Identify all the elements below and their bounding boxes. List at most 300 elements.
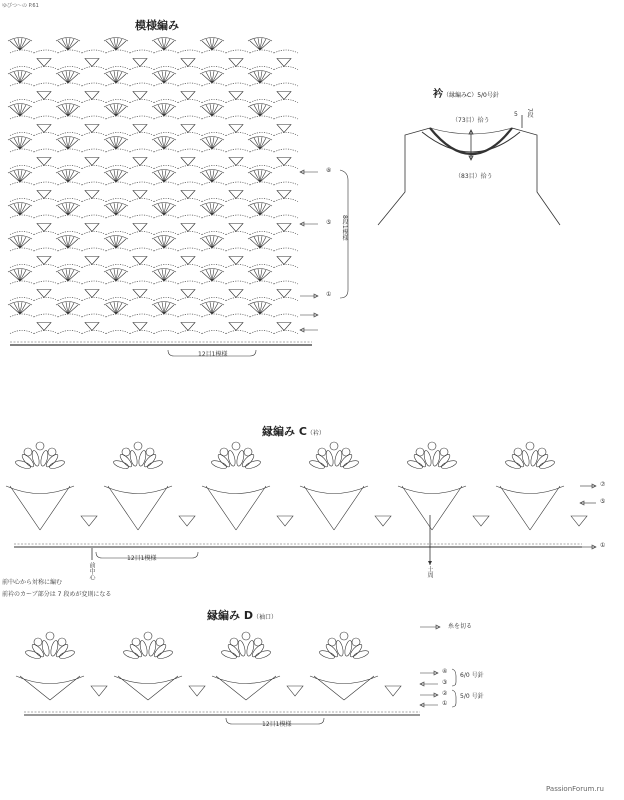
- edging-c-petal-mark: [40, 450, 50, 467]
- fan-stitch-mark: [248, 104, 272, 117]
- chain-arc-mark: [226, 331, 250, 334]
- edging-c-petal-mark: [521, 450, 531, 467]
- edging-d-fan-mark: [310, 676, 378, 700]
- chain-arc-mark: [34, 100, 58, 103]
- chain-arc-mark: [130, 50, 154, 53]
- chain-arc-mark: [82, 182, 106, 185]
- chain-arc-mark: [34, 67, 58, 70]
- edging-d-needle-label: 6/0 号針: [460, 672, 484, 679]
- edging-c-petal-mark: [31, 450, 41, 467]
- chain-arc-mark: [130, 331, 154, 334]
- chain-arc-mark: [250, 314, 274, 317]
- chain-arc-mark: [130, 232, 154, 235]
- chain-arc-mark: [250, 83, 274, 86]
- vee-stitch-mark: [229, 59, 243, 67]
- chain-arc-mark: [34, 116, 58, 119]
- fan-stitch-mark: [56, 104, 80, 117]
- chain-arc-mark: [178, 100, 202, 103]
- fan-stitch-mark: [56, 302, 80, 315]
- collar-title: 衿（縁編みC）5/0号針: [433, 89, 499, 100]
- chain-arc-mark: [34, 166, 58, 169]
- chain-arc-mark: [130, 67, 154, 70]
- fan-stitch-mark: [56, 236, 80, 249]
- vee-stitch-mark: [133, 191, 147, 199]
- edging-d-petal-mark: [352, 649, 369, 660]
- vee-stitch-mark: [229, 323, 243, 331]
- edging-c-ring-label: 土周: [426, 566, 433, 578]
- vee-stitch-mark: [229, 257, 243, 265]
- edging-c-petal-mark: [530, 450, 540, 467]
- chain-arc-mark: [34, 331, 58, 334]
- fan-stitch-mark: [248, 38, 272, 51]
- chain-arc-mark: [178, 215, 202, 218]
- fan-stitch-mark: [152, 236, 176, 249]
- chain-arc-mark: [202, 199, 226, 202]
- chain-arc-mark: [58, 67, 82, 70]
- chain-arc-mark: [10, 83, 34, 86]
- chain-arc-mark: [274, 100, 298, 103]
- vee-stitch-mark: [181, 323, 195, 331]
- chain-arc-mark: [154, 182, 178, 185]
- fan-stitch-mark: [104, 203, 128, 216]
- edging-c-petal-mark: [211, 459, 228, 470]
- chain-arc-mark: [202, 100, 226, 103]
- chain-arc-mark: [226, 50, 250, 53]
- chain-arc-mark: [202, 83, 226, 86]
- fan-stitch-mark: [200, 71, 224, 84]
- chain-arc-mark: [106, 215, 130, 218]
- vee-stitch-mark: [277, 323, 291, 331]
- edging-c-vee-mark: [81, 516, 97, 526]
- chain-arc-mark: [154, 199, 178, 202]
- chain-arc-mark: [34, 232, 58, 235]
- chain-arc-mark: [58, 100, 82, 103]
- chain-arc-mark: [82, 199, 106, 202]
- chain-arc-mark: [154, 314, 178, 317]
- chain-arc-mark: [202, 215, 226, 218]
- chain-arc-mark: [10, 166, 34, 169]
- chain-arc-mark: [34, 265, 58, 268]
- edging-d-picot-mark: [340, 632, 348, 640]
- chain-arc-mark: [82, 67, 106, 70]
- edging-d-cut-label: 糸を切る: [448, 623, 473, 630]
- chain-arc-mark: [82, 248, 106, 251]
- vee-stitch-mark: [229, 92, 243, 100]
- edging-c-petal-mark: [138, 450, 148, 467]
- chain-arc-mark: [82, 50, 106, 53]
- edging-d-vee-mark: [287, 686, 303, 696]
- fan-stitch-mark: [56, 38, 80, 51]
- vee-stitch-mark: [133, 224, 147, 232]
- chain-arc-mark: [10, 232, 34, 235]
- chain-arc-mark: [58, 149, 82, 152]
- chain-arc-mark: [58, 314, 82, 317]
- chain-arc-mark: [202, 232, 226, 235]
- vee-stitch-mark: [85, 224, 99, 232]
- fan-stitch-mark: [152, 104, 176, 117]
- edging-d-petal-mark: [156, 649, 173, 660]
- vee-stitch-mark: [85, 158, 99, 166]
- chain-arc-mark: [130, 116, 154, 119]
- edging-c-vee-mark: [375, 516, 391, 526]
- chain-arc-mark: [154, 116, 178, 119]
- chain-arc-mark: [178, 116, 202, 119]
- fan-stitch-mark: [152, 38, 176, 51]
- chain-arc-mark: [154, 50, 178, 53]
- vee-stitch-mark: [181, 59, 195, 67]
- chain-arc-mark: [202, 116, 226, 119]
- chain-arc-mark: [106, 182, 130, 185]
- chain-arc-mark: [106, 199, 130, 202]
- edging-c-row-marker: ⑦: [600, 481, 606, 488]
- chain-arc-mark: [34, 133, 58, 136]
- edging-c-petal-mark: [505, 459, 522, 470]
- chain-arc-mark: [154, 281, 178, 284]
- edging-c-petal-mark: [407, 459, 424, 470]
- chain-arc-mark: [10, 248, 34, 251]
- vee-stitch-mark: [277, 224, 291, 232]
- chain-arc-mark: [58, 182, 82, 185]
- vee-stitch-mark: [85, 125, 99, 133]
- chain-arc-mark: [82, 281, 106, 284]
- edging-d-petal-mark: [344, 640, 354, 657]
- chain-arc-mark: [274, 67, 298, 70]
- fan-stitch-mark: [56, 170, 80, 183]
- chain-arc-mark: [130, 265, 154, 268]
- chain-arc-mark: [130, 298, 154, 301]
- fan-stitch-mark: [8, 269, 32, 282]
- edging-c-note: 前中心から対称に編む: [2, 579, 63, 586]
- chain-arc-mark: [34, 199, 58, 202]
- vee-stitch-mark: [85, 323, 99, 331]
- chain-arc-mark: [154, 215, 178, 218]
- edging-d-title: 縁編み D（袖口）: [207, 609, 277, 622]
- chain-arc-mark: [82, 298, 106, 301]
- edging-c-picot-mark: [330, 442, 338, 450]
- fan-stitch-mark: [200, 302, 224, 315]
- chain-arc-mark: [58, 133, 82, 136]
- chain-arc-mark: [250, 232, 274, 235]
- edging-c-vee-mark: [473, 516, 489, 526]
- vee-stitch-mark: [37, 257, 51, 265]
- chain-arc-mark: [274, 83, 298, 86]
- fan-stitch-mark: [56, 71, 80, 84]
- chain-arc-mark: [130, 314, 154, 317]
- edging-d-petal-mark: [319, 649, 336, 660]
- chain-arc-mark: [34, 50, 58, 53]
- collar-bottom-label: （83目）拾う: [455, 173, 493, 180]
- edging-c-vee-mark: [179, 516, 195, 526]
- watermark: PassionForum.ru: [546, 785, 604, 793]
- vee-stitch-mark: [133, 158, 147, 166]
- chain-arc-mark: [250, 133, 274, 136]
- pattern-row-repeat-label: 8段1模様: [341, 215, 348, 241]
- vee-stitch-mark: [277, 158, 291, 166]
- chain-arc-mark: [58, 215, 82, 218]
- chain-arc-mark: [178, 232, 202, 235]
- chain-arc-mark: [250, 67, 274, 70]
- edging-d-petal-mark: [237, 640, 247, 657]
- chain-arc-mark: [250, 298, 274, 301]
- fan-stitch-mark: [200, 236, 224, 249]
- fan-stitch-mark: [248, 269, 272, 282]
- pattern-row-marker: ①: [326, 291, 332, 298]
- chain-arc-mark: [226, 199, 250, 202]
- chain-arc-mark: [250, 265, 274, 268]
- chain-arc-mark: [154, 298, 178, 301]
- fan-stitch-mark: [152, 71, 176, 84]
- chain-arc-mark: [130, 83, 154, 86]
- edging-d-petal-mark: [41, 640, 51, 657]
- chain-arc-mark: [226, 281, 250, 284]
- fan-stitch-mark: [200, 137, 224, 150]
- chain-arc-mark: [250, 281, 274, 284]
- chain-arc-mark: [154, 133, 178, 136]
- chain-arc-mark: [10, 281, 34, 284]
- fan-stitch-mark: [8, 302, 32, 315]
- vee-stitch-mark: [229, 125, 243, 133]
- fan-stitch-mark: [8, 236, 32, 249]
- vee-stitch-mark: [37, 158, 51, 166]
- chain-arc-mark: [178, 149, 202, 152]
- chain-arc-mark: [106, 149, 130, 152]
- chain-arc-mark: [82, 100, 106, 103]
- chain-arc-mark: [82, 232, 106, 235]
- chain-arc-mark: [10, 133, 34, 136]
- edging-c-petal-mark: [236, 450, 246, 467]
- pattern-row-marker: ⑤: [326, 219, 332, 226]
- edging-d-row-marker: ①: [442, 700, 448, 707]
- chain-arc-mark: [106, 298, 130, 301]
- edging-c-fan-mark: [104, 486, 172, 530]
- edging-c-petal-mark: [432, 450, 442, 467]
- edging-c-petal-mark: [342, 459, 359, 470]
- chain-arc-mark: [154, 265, 178, 268]
- fan-stitch-mark: [248, 137, 272, 150]
- chain-arc-mark: [202, 67, 226, 70]
- chain-arc-mark: [106, 100, 130, 103]
- vee-stitch-mark: [133, 59, 147, 67]
- chain-arc-mark: [154, 100, 178, 103]
- chain-arc-mark: [250, 50, 274, 53]
- edging-c-fan-mark: [398, 486, 466, 530]
- chain-arc-mark: [10, 149, 34, 152]
- chain-arc-mark: [10, 298, 34, 301]
- chain-arc-mark: [178, 67, 202, 70]
- chain-arc-mark: [82, 83, 106, 86]
- vee-stitch-mark: [181, 158, 195, 166]
- chain-arc-mark: [82, 331, 106, 334]
- vee-stitch-mark: [229, 158, 243, 166]
- chain-arc-mark: [274, 232, 298, 235]
- chain-arc-mark: [34, 298, 58, 301]
- fan-stitch-mark: [248, 236, 272, 249]
- edging-c-picot-mark: [428, 442, 436, 450]
- fan-stitch-mark: [104, 71, 128, 84]
- chain-arc-mark: [274, 331, 298, 334]
- pattern-title: 模様編み: [135, 19, 179, 32]
- vee-stitch-mark: [37, 323, 51, 331]
- chain-arc-mark: [226, 298, 250, 301]
- chain-arc-mark: [274, 281, 298, 284]
- fan-stitch-mark: [104, 269, 128, 282]
- chain-arc-mark: [250, 215, 274, 218]
- chain-arc-mark: [250, 199, 274, 202]
- fan-stitch-mark: [8, 170, 32, 183]
- chain-arc-mark: [274, 298, 298, 301]
- vee-stitch-mark: [181, 224, 195, 232]
- fan-stitch-mark: [8, 203, 32, 216]
- chain-arc-mark: [202, 149, 226, 152]
- chain-arc-mark: [34, 281, 58, 284]
- vee-stitch-mark: [85, 59, 99, 67]
- vee-stitch-mark: [181, 125, 195, 133]
- chain-arc-mark: [82, 215, 106, 218]
- edging-d-picot-mark: [46, 632, 54, 640]
- chain-arc-mark: [106, 232, 130, 235]
- chain-arc-mark: [130, 133, 154, 136]
- vee-stitch-mark: [181, 290, 195, 298]
- edging-c-fan-mark: [6, 486, 74, 530]
- chain-arc-mark: [274, 116, 298, 119]
- fan-stitch-mark: [152, 137, 176, 150]
- edging-c-vee-mark: [571, 516, 587, 526]
- edging-d-picot-mark: [242, 632, 250, 640]
- fan-stitch-mark: [104, 170, 128, 183]
- chain-arc-mark: [82, 149, 106, 152]
- fan-stitch-mark: [200, 38, 224, 51]
- chain-arc-mark: [274, 215, 298, 218]
- chain-arc-mark: [130, 248, 154, 251]
- fan-stitch-mark: [104, 137, 128, 150]
- chain-arc-mark: [250, 182, 274, 185]
- fan-stitch-mark: [8, 104, 32, 117]
- fan-stitch-mark: [56, 203, 80, 216]
- vee-stitch-mark: [133, 92, 147, 100]
- edging-c-petal-mark: [15, 459, 32, 470]
- pattern-repeat-label: 12目1模様: [198, 351, 228, 358]
- chain-arc-mark: [106, 248, 130, 251]
- edging-d-row-marker: ③: [442, 679, 448, 686]
- chain-arc-mark: [226, 67, 250, 70]
- chain-arc-mark: [58, 50, 82, 53]
- edging-d-petal-mark: [221, 649, 238, 660]
- edging-c-petal-mark: [423, 450, 433, 467]
- chain-arc-mark: [178, 182, 202, 185]
- vee-stitch-mark: [85, 290, 99, 298]
- fan-stitch-mark: [104, 104, 128, 117]
- vee-stitch-mark: [133, 257, 147, 265]
- fan-stitch-mark: [104, 302, 128, 315]
- edging-d-vee-mark: [385, 686, 401, 696]
- edging-d-fan-mark: [114, 676, 182, 700]
- chain-arc-mark: [226, 265, 250, 268]
- chain-arc-mark: [154, 149, 178, 152]
- chain-arc-mark: [10, 331, 34, 334]
- chain-arc-mark: [34, 215, 58, 218]
- chain-arc-mark: [178, 331, 202, 334]
- chain-arc-mark: [274, 314, 298, 317]
- fan-stitch-mark: [104, 236, 128, 249]
- chain-arc-mark: [226, 116, 250, 119]
- chain-arc-mark: [34, 182, 58, 185]
- chain-arc-mark: [130, 199, 154, 202]
- edging-d-fan-mark: [212, 676, 280, 700]
- edging-d-petal-mark: [50, 640, 60, 657]
- edging-c-picot-mark: [526, 442, 534, 450]
- chain-arc-mark: [178, 133, 202, 136]
- chain-arc-mark: [34, 83, 58, 86]
- vee-stitch-mark: [37, 125, 51, 133]
- chain-arc-mark: [10, 199, 34, 202]
- edging-c-petal-mark: [325, 450, 335, 467]
- chain-arc-mark: [130, 281, 154, 284]
- chain-arc-mark: [226, 149, 250, 152]
- edging-c-title: 縁編み C（衿）: [262, 425, 325, 438]
- edging-c-petal-mark: [129, 450, 139, 467]
- vee-stitch-mark: [229, 191, 243, 199]
- fan-stitch-mark: [200, 104, 224, 117]
- chain-arc-mark: [58, 199, 82, 202]
- chain-arc-mark: [226, 314, 250, 317]
- edging-c-petal-mark: [48, 459, 65, 470]
- edging-c-fan-mark: [496, 486, 564, 530]
- chain-arc-mark: [226, 248, 250, 251]
- vee-stitch-mark: [277, 125, 291, 133]
- chain-arc-mark: [178, 50, 202, 53]
- chain-arc-mark: [154, 83, 178, 86]
- chain-arc-mark: [274, 149, 298, 152]
- chain-arc-mark: [106, 314, 130, 317]
- fan-stitch-mark: [248, 302, 272, 315]
- vee-stitch-mark: [85, 191, 99, 199]
- chain-arc-mark: [82, 116, 106, 119]
- chain-arc-mark: [106, 83, 130, 86]
- chain-arc-mark: [10, 314, 34, 317]
- fan-stitch-mark: [8, 137, 32, 150]
- edging-c-picot-mark: [232, 442, 240, 450]
- vee-stitch-mark: [277, 191, 291, 199]
- fan-stitch-mark: [152, 203, 176, 216]
- chain-arc-mark: [274, 133, 298, 136]
- chain-arc-mark: [34, 314, 58, 317]
- chain-arc-mark: [58, 166, 82, 169]
- fan-stitch-mark: [200, 170, 224, 183]
- vee-stitch-mark: [229, 290, 243, 298]
- collar-top-label: （73目）拾う: [452, 117, 490, 124]
- edging-d-needle-label: 5/0 号針: [460, 693, 484, 700]
- edging-d-petal-mark: [58, 649, 75, 660]
- edging-c-fan-mark: [202, 486, 270, 530]
- chain-arc-mark: [250, 248, 274, 251]
- edging-c-center-label: 前中心: [88, 562, 95, 580]
- edging-c-petal-mark: [227, 450, 237, 467]
- chain-arc-mark: [274, 248, 298, 251]
- chain-arc-mark: [274, 50, 298, 53]
- edging-c-fan-mark: [300, 486, 368, 530]
- vee-stitch-mark: [133, 125, 147, 133]
- chain-arc-mark: [202, 265, 226, 268]
- vee-stitch-mark: [229, 224, 243, 232]
- page-header: ゆびつ〜の P.61: [2, 3, 39, 9]
- fan-stitch-mark: [8, 38, 32, 51]
- edging-c-picot-mark: [134, 442, 142, 450]
- chain-arc-mark: [10, 100, 34, 103]
- vee-stitch-mark: [181, 92, 195, 100]
- chain-arc-mark: [154, 331, 178, 334]
- chain-arc-mark: [202, 166, 226, 169]
- fan-stitch-mark: [56, 269, 80, 282]
